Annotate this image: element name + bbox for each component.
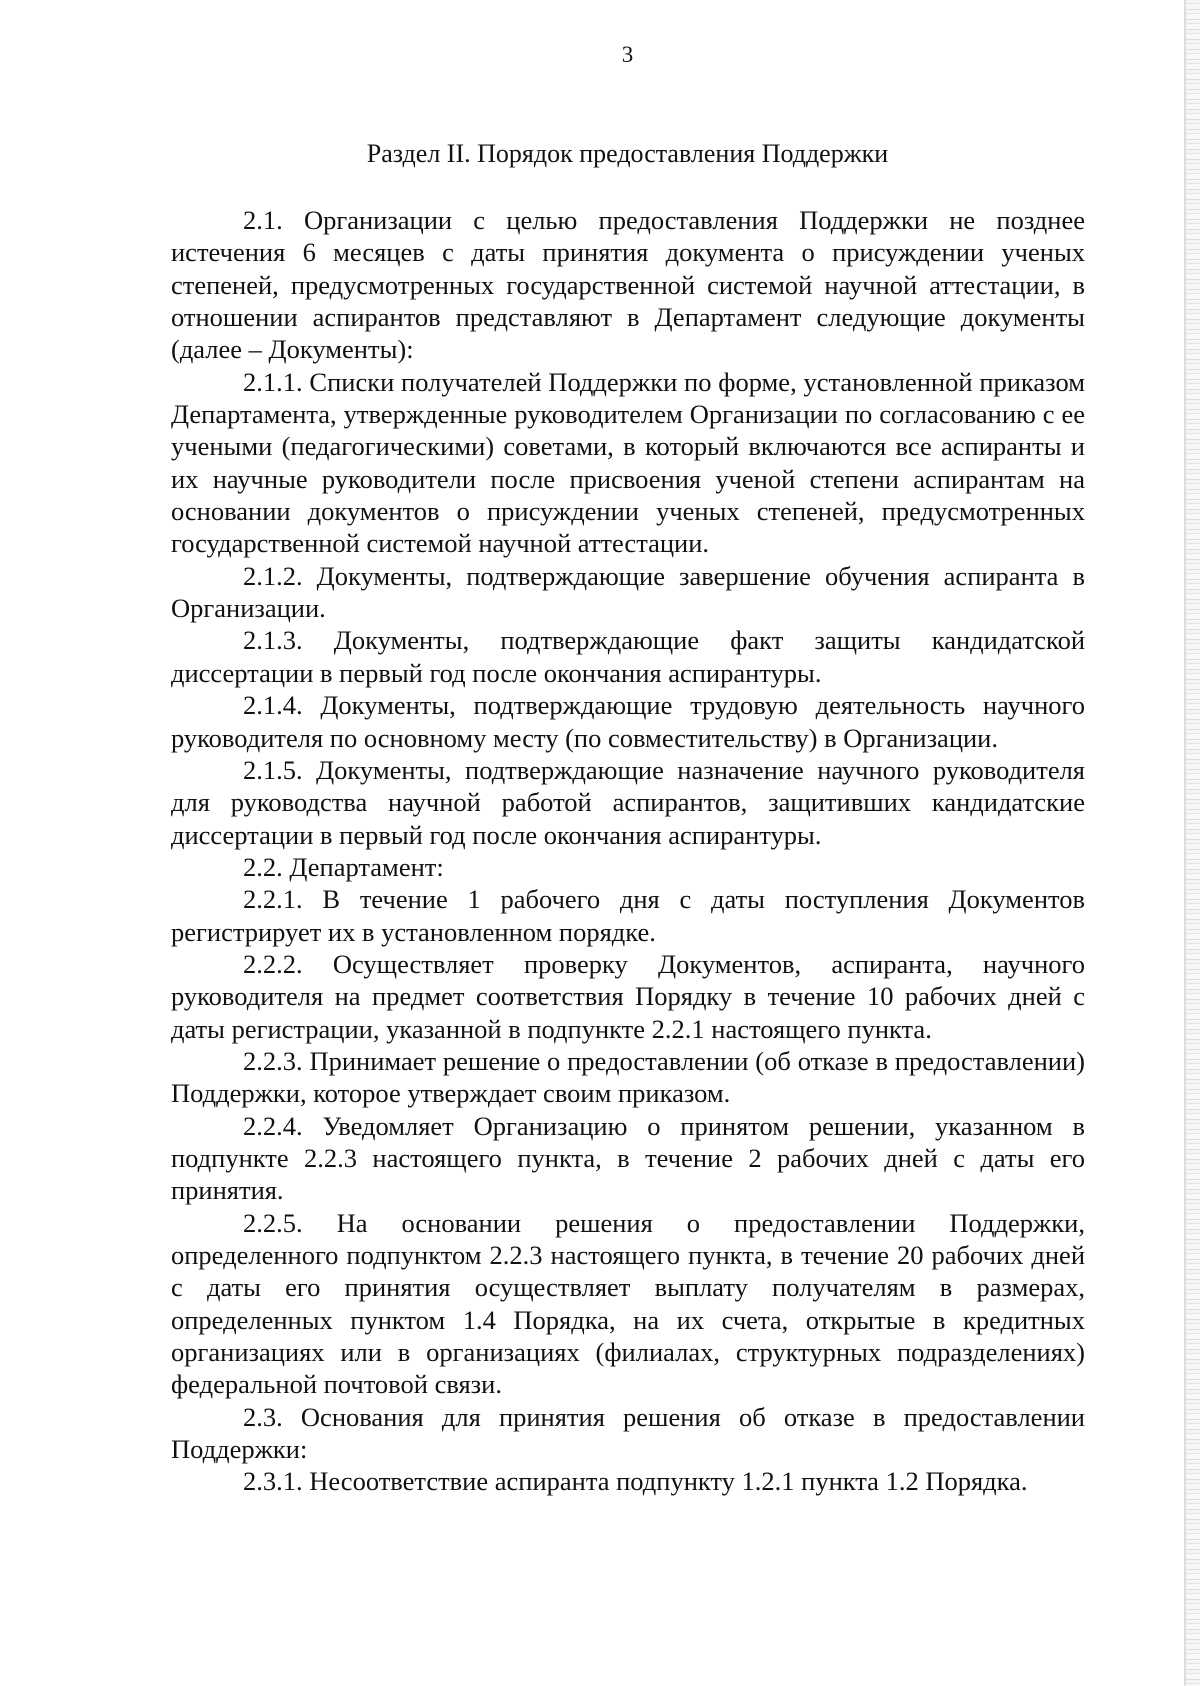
- scan-edge: [1186, 0, 1200, 1686]
- section-title: Раздел II. Порядок предоставления Поддержки: [366, 139, 889, 168]
- paragraph-2-2-3: 2.2.3. Принимает решение о предоставлении (об отказе в предоставлении) Поддержки, которое утверждает своим приказом.: [171, 1045, 1085, 1109]
- paragraph-2-1-3: 2.1.3. Документы, подтверждающие факт защиты кандидатской диссертации в первый год после окончания аспирантуры.: [171, 625, 1085, 688]
- paragraph-2-1-2: 2.1.2. Документы, подтверждающие завершение обучения аспиранта в Организации.: [171, 560, 1085, 624]
- paragraph-2-3: 2.3. Основания для принятия решения об отказе в предоставлении Поддержки:: [171, 1401, 1085, 1465]
- paragraph-2-2-4: 2.2.4. Уведомляет Организацию о принятом решении, указанном в подпункте 2.2.3 настоящего пункта, в течение 2 рабочих дней с даты его принятия.: [171, 1110, 1085, 1206]
- paragraph-2-2-5: 2.2.5. На основании решения о предоставлении Поддержки, определенного подпунктом 2.2.3 настоящего пункта, в течение 20 рабочих дней с даты его принятия осуществляет выплату получателям в размерах, определенных пунктом 1.4 Порядка, на их счета, открытые в кредитных организациях или в организациях (филиалах, структурных подразделениях) федеральной почтовой связи.: [171, 1207, 1085, 1400]
- paragraph-2-3-1: 2.3.1. Несоответствие аспиранта подпункту 1.2.1 пункта 1.2 Порядка.: [243, 1466, 1028, 1497]
- document-body: [171, 204, 1085, 1498]
- page-number: 3: [621, 42, 634, 67]
- paragraph-2-1-4: 2.1.4. Документы, подтверждающие трудовую деятельность научного руководителя по основному месту (по совместительству) в Организации.: [171, 690, 1085, 753]
- paragraph-2-1-1: 2.1.1. Списки получателей Поддержки по форме, установленной приказом Департамента, утвержденные руководителем Организации по согласованию с ее учеными (педагогическими) советами, в который включаются все аспиранты и их научные руководители после присвоения ученой степени аспирантам на основании документов о присуждении ученых степеней, предусмотренных государственной системой научной аттестации.: [171, 366, 1085, 559]
- paragraph-2-1: 2.1. Организации с целью предоставления Поддержки не позднее истечения 6 месяцев с даты принятия документа о присуждении ученых степеней, предусмотренных государственной системой научной аттестации, в отношении аспирантов представляют в Департамент следующие документы (далее – Документы):: [171, 205, 1085, 365]
- paragraph-2-2-1: 2.2.1. В течение 1 рабочего дня с даты поступления Документов регистрирует их в установленном порядке.: [171, 884, 1085, 947]
- paragraph-2-2-2: 2.2.2. Осуществляет проверку Документов, аспиранта, научного руководителя на предмет соответствия Порядку в течение 10 рабочих дней с даты регистрации, указанной в подпункте 2.2.1 настоящего пункта.: [171, 948, 1085, 1044]
- paragraph-2-1-5: 2.1.5. Документы, подтверждающие назначение научного руководителя для руководства научной работой аспирантов, защитивших кандидатские диссертации в первый год после окончания аспирантуры.: [171, 754, 1085, 850]
- paragraph-2-2: 2.2. Департамент:: [243, 851, 444, 882]
